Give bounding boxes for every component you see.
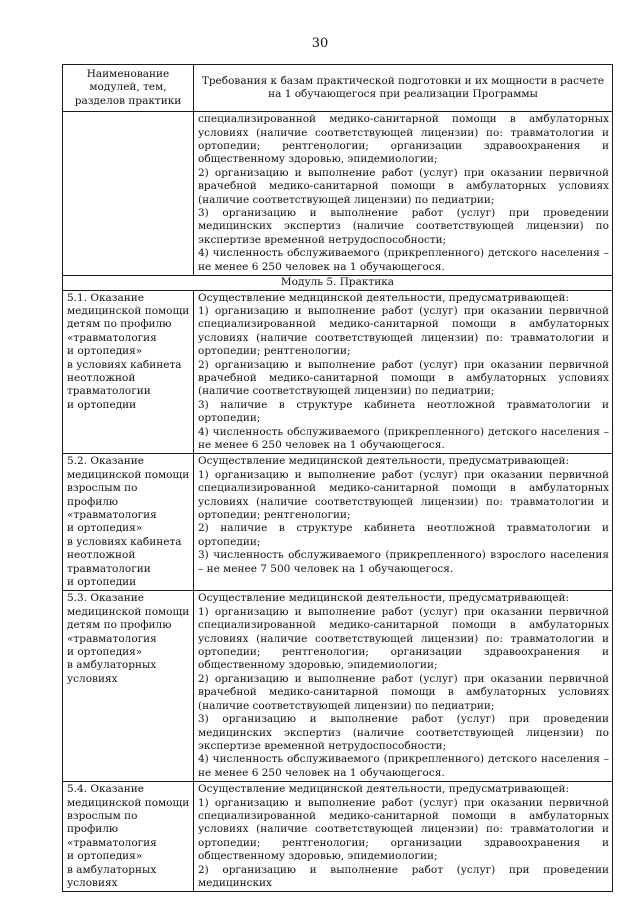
section-requirements-cell [194, 290, 613, 454]
section-name-cell [63, 290, 194, 454]
section-row [63, 591, 613, 782]
section-name-line: взрослым по профилю [67, 809, 138, 836]
section-name-line: 5.1. Оказание [67, 291, 145, 304]
section-name-line: 5.2. Оказание [67, 455, 145, 468]
section-name-line: травматологии [67, 385, 151, 398]
requirement-line: Осуществление медицинской деятельности, предусматривающей: [198, 783, 570, 796]
requirements-table [62, 64, 613, 892]
section-name-cell [63, 454, 194, 591]
page-number: 30 [311, 36, 329, 51]
section-name-line: «травматология [67, 632, 157, 645]
section-name-line: медицинской помощи [67, 605, 190, 618]
requirement-line: 3) наличие в структуре кабинета неотложной травматологии и ортопедии; [198, 398, 609, 425]
requirement-line: 2) наличие в структуре кабинета неотложной травматологии и ортопедии; [198, 522, 609, 548]
section-name-line: и ортопедии [67, 576, 137, 589]
module-title: Модуль 5. Практика [63, 276, 613, 290]
requirement-line: 1) организацию и выполнение работ (услуг) при оказании первичной специализированной медико-санитарной помощи в амбулаторных условиях (наличие соответствующей лицензии) по: травматологии и ортопедии; рентгенологии; [198, 304, 609, 358]
section-name-line: 5.3. Оказание [67, 592, 145, 605]
section-name-line: детям по профилю [67, 318, 172, 331]
section-name-line: взрослым по профилю [67, 482, 138, 508]
section-row [63, 454, 613, 591]
section-name-line: и ортопедия» [67, 522, 143, 535]
section-name-line: в условиях кабинета [67, 535, 182, 548]
section-name-line: в амбулаторных [67, 659, 157, 672]
section-name-cell [63, 782, 194, 892]
section-name-line: детям по профилю [67, 619, 172, 632]
requirement-line: Осуществление медицинской деятельности, предусматривающей: [198, 592, 570, 605]
section-name-line: условиях [67, 876, 118, 889]
requirement-line: 3) организацию и выполнение работ (услуг) при проведении медицинских экспертиз (наличие соответствующей лицензии) по экспертизе временной нетрудоспособности; [198, 713, 609, 752]
section-name-line: медицинской помощи [67, 304, 190, 317]
table-header-row [63, 65, 613, 112]
continued-name-cell [63, 112, 194, 276]
section-name-line: неотложной [67, 371, 136, 384]
section-requirements-cell [194, 782, 613, 892]
section-row [63, 290, 613, 454]
section-name-cell [63, 591, 194, 782]
requirement-line: 3) численность обслуживаемого (прикрепленного) взрослого населения – не менее 7 500 человек на 1 обучающегося. [198, 549, 609, 575]
requirement-line: 2) организацию и выполнение работ (услуг) при оказании первичной врачебной медико-санитарной помощи в амбулаторных условиях (наличие соответствующей лицензии) по педиатрии; [198, 166, 609, 206]
header-col-requirements: Требования к базам практической подготовки и их мощности в расчете на 1 обучающегося при реализации Программы [194, 65, 613, 112]
section-name-line: травматологии [67, 562, 151, 575]
requirement-line: 1) организацию и выполнение работ (услуг) при оказании первичной специализированной медико-санитарной помощи в амбулаторных условиях (наличие соответствующей лицензии) по: травматологии и ортопедии; рентгенологии; организации здравоохранения и общественному здоровью, эпидемиологии; [198, 796, 609, 863]
section-name-line: «травматология [67, 509, 157, 521]
requirement-line: 4) численность обслуживаемого (прикрепленного) детского населения – не менее 6 250 человек на 1 обучающегося. [198, 753, 609, 779]
continued-row [63, 112, 613, 276]
module-row [63, 276, 613, 290]
section-row [63, 782, 613, 892]
requirement-line: специализированной медико-санитарной помощи в амбулаторных условиях (наличие соответствующей лицензии) по: травматологии и ортопедии; рентгенологии; организации здравоохранения и общественному здоровью, эпидемиологии; [198, 113, 609, 166]
section-name-line: неотложной [67, 549, 136, 562]
requirement-line: 4) численность обслуживаемого (прикрепленного) детского населения – не менее 6 250 человек на 1 обучающегося. [198, 247, 609, 273]
header-col-name: Наименование модулей, тем, разделов практики [63, 65, 194, 112]
section-name-line: «травматология [67, 836, 157, 849]
requirement-line: 2) организацию и выполнение работ (услуг) при проведении медицинских [198, 863, 609, 889]
section-name-line: в условиях кабинета [67, 358, 182, 371]
continued-requirements-cell [194, 112, 613, 276]
requirement-line: 1) организацию и выполнение работ (услуг) при оказании первичной специализированной медико-санитарной помощи в амбулаторных условиях (наличие соответствующей лицензии) по: травматологии и ортопедии; рентгенологии; организации здравоохранения и общественному здоровью, эпидемиологии; [198, 605, 609, 672]
requirement-line: Осуществление медицинской деятельности, предусматривающей: [198, 291, 570, 304]
requirement-line: Осуществление медицинской деятельности, предусматривающей: [198, 455, 570, 468]
section-name-line: в амбулаторных [67, 863, 157, 876]
section-name-line: и ортопедия» [67, 646, 143, 659]
requirement-line: 1) организацию и выполнение работ (услуг) при оказании первичной специализированной медико-санитарной помощи в амбулаторных условиях (наличие соответствующей лицензии) по: травматологии и ортопедии; рентгенологии; [198, 468, 609, 521]
section-name-line: и ортопедия» [67, 345, 143, 358]
section-requirements-cell [194, 454, 613, 591]
section-name-line: 5.4. Оказание [67, 783, 145, 796]
requirement-line: 2) организацию и выполнение работ (услуг) при оказании первичной врачебной медико-санитарной помощи в амбулаторных условиях (наличие соответствующей лицензии) по педиатрии; [198, 672, 609, 712]
section-name-line: медицинской помощи [67, 796, 190, 809]
section-name-line: «травматология [67, 331, 157, 344]
section-name-line: и ортопедии [67, 398, 137, 411]
requirement-line: 2) организацию и выполнение работ (услуг) при оказании первичной врачебной медико-санитарной помощи в амбулаторных условиях (наличие соответствующей лицензии) по педиатрии; [198, 358, 609, 398]
section-name-line: условиях [67, 672, 118, 685]
section-name-line: медицинской помощи [67, 468, 190, 481]
section-requirements-cell [194, 591, 613, 782]
requirement-line: 3) организацию и выполнение работ (услуг) при проведении медицинских экспертиз (наличие соответствующей лицензии) по экспертизе временной нетрудоспособности; [198, 207, 609, 246]
requirement-line: 4) численность обслуживаемого (прикрепленного) детского населения – не менее 6 250 человек на 1 обучающегося. [198, 425, 609, 451]
section-name-line: и ортопедия» [67, 850, 143, 863]
